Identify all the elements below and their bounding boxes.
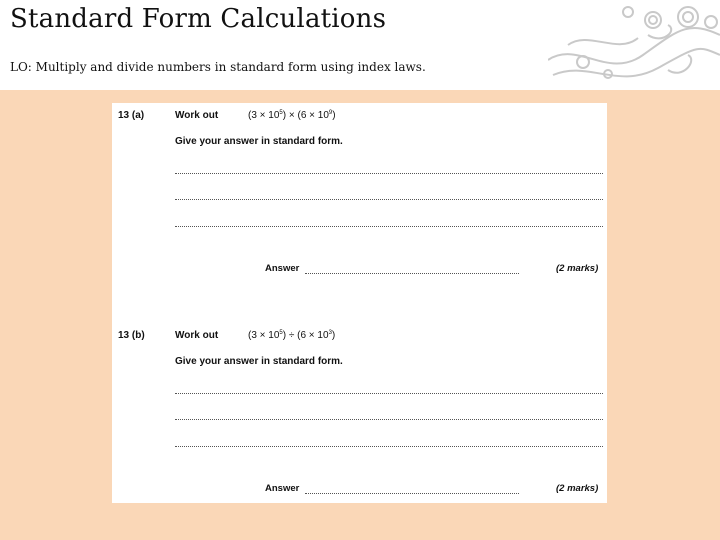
instruction: Give your answer in standard form.: [175, 136, 343, 147]
learning-objective: LO: Multiply and divide numbers in standard form using index laws.: [10, 60, 426, 74]
working-line[interactable]: [175, 393, 603, 394]
instruction: Give your answer in standard form.: [175, 356, 343, 367]
question-number: 13 (b): [118, 330, 145, 341]
working-line[interactable]: [175, 419, 603, 420]
work-out-label: Work out: [175, 330, 219, 341]
expression: $(3 \times 10^5) \times (6 \times 10^9)$: [248, 110, 336, 121]
answer-line[interactable]: [305, 273, 519, 274]
exam-sheet: [112, 103, 607, 503]
working-line[interactable]: [175, 173, 603, 174]
marks-label: (2 marks): [556, 263, 599, 274]
expression: $(3 \times 10^5) \div (6 \times 10^3)$: [248, 330, 336, 341]
question-number: 13 (a): [118, 110, 145, 121]
answer-label: Answer: [265, 483, 300, 494]
page-title: Standard Form Calculations: [10, 4, 387, 34]
working-line[interactable]: [175, 199, 603, 200]
working-line[interactable]: [175, 446, 603, 447]
working-line[interactable]: [175, 226, 603, 227]
question-13b: [112, 330, 607, 530]
swirl-ornament-icon: [548, 0, 720, 90]
answer-line[interactable]: [305, 493, 519, 494]
header: [0, 0, 720, 90]
marks-label: (2 marks): [556, 483, 599, 494]
work-out-label: Work out: [175, 110, 219, 121]
question-13a: [112, 110, 607, 310]
answer-label: Answer: [265, 263, 300, 274]
